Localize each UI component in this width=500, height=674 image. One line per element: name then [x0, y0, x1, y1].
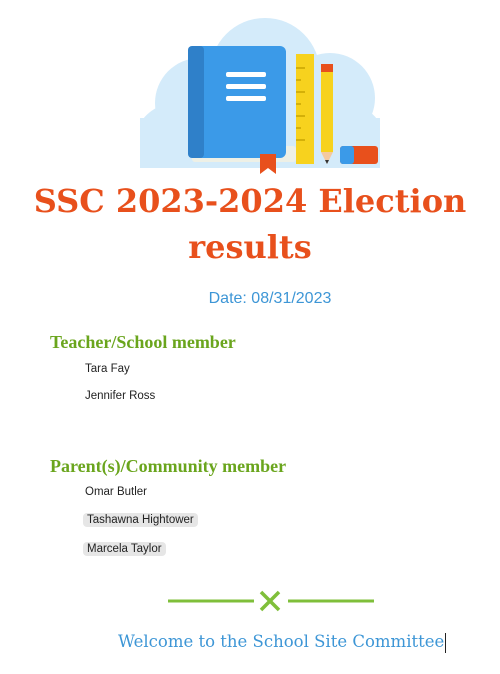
member-name: Tara Fay [85, 363, 130, 375]
section-heading-teacher: Teacher/School member [50, 332, 236, 352]
page-title: SSC 2023-2024 Election results [33, 182, 467, 266]
welcome-text-content: Welcome to the School Site Committee [118, 632, 445, 651]
school-supplies-illustration [130, 18, 390, 178]
election-date: Date: 08/31/2023 [208, 290, 332, 307]
member-name: Marcela Taylor [83, 542, 166, 556]
text-cursor [445, 633, 446, 653]
pencil-icon [321, 64, 333, 164]
member-name: Tashawna Hightower [83, 513, 198, 527]
member-name: Jennifer Ross [85, 390, 156, 402]
book-icon [188, 46, 296, 174]
cross-divider-icon [168, 589, 374, 613]
ruler-icon [296, 54, 314, 164]
eraser-icon [340, 146, 378, 164]
member-name: Omar Butler [85, 486, 147, 498]
section-heading-parent: Parent(s)/Community member [50, 456, 287, 476]
welcome-text[interactable] [118, 632, 446, 653]
